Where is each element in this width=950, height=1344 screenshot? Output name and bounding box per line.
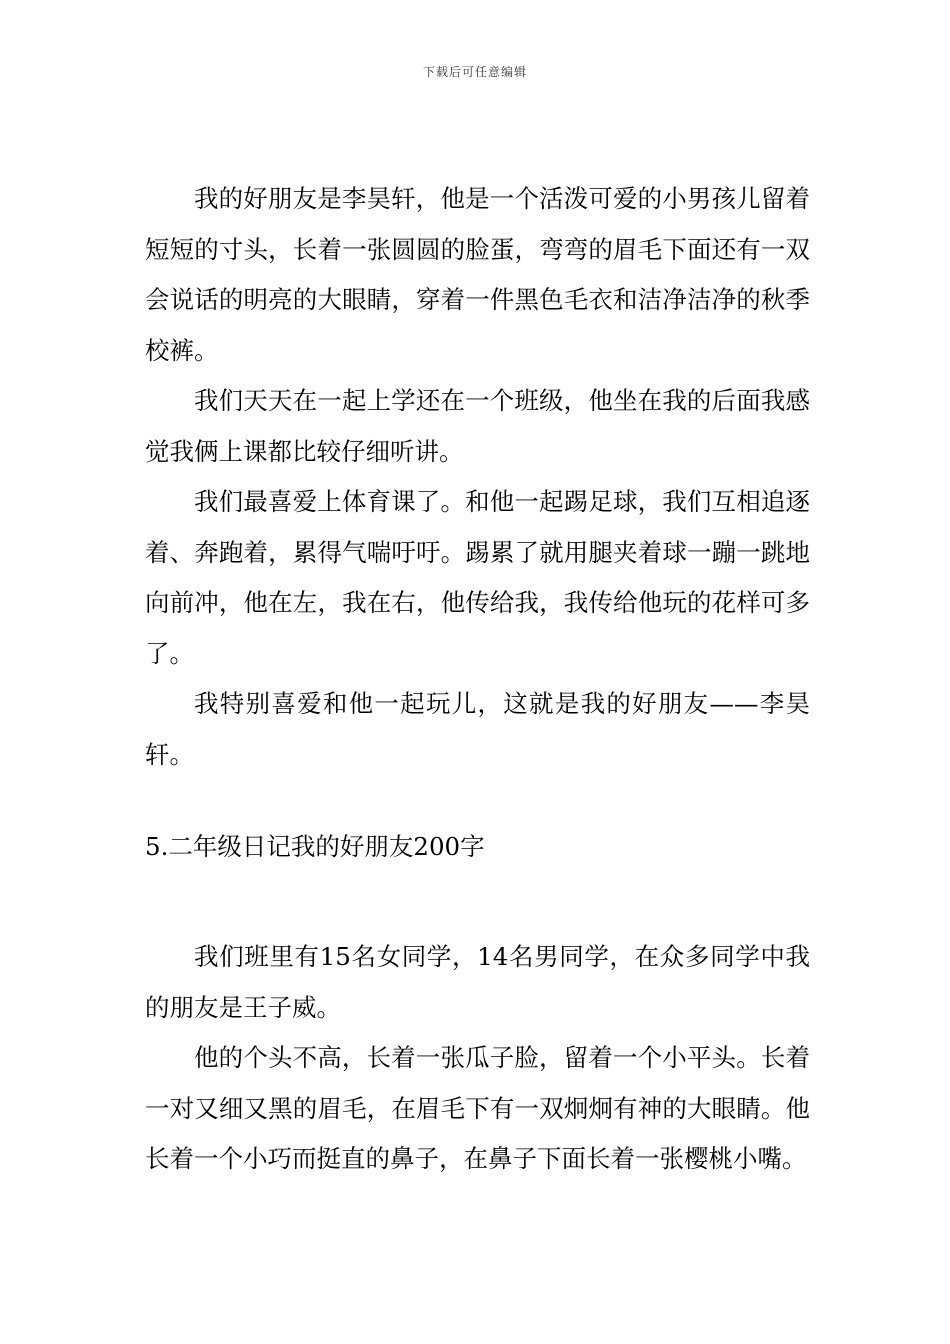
paragraph: 我们班里有15名女同学，14名男同学，在众多同学中我的朋友是王子威。	[145, 942, 810, 1022]
paragraph: 我的好朋友是李昊轩，他是一个活泼可爱的小男孩儿留着短短的寸头，长着一张圆圆的脸蛋，弯弯的眉毛下面还有一双会说话的明亮的大眼睛，穿着一件黑色毛衣和洁净洁净的秋季校裤。	[145, 184, 810, 365]
page-header: 下载后可任意编辑	[422, 65, 527, 79]
paragraph: 我们最喜爱上体育课了。和他一起踢足球，我们互相追逐着、奔跑着，累得气喘吁吁。踢累了就用腿夹着球一蹦一跳地向前冲，他在左，我在右，他传给我，我传给他玩的花样可多了。	[145, 487, 810, 668]
paragraph: 我特别喜爱和他一起玩儿，这就是我的好朋友——李昊轩。	[145, 689, 810, 769]
section-1-body	[145, 174, 810, 780]
paragraph: 我们天天在一起上学还在一个班级，他坐在我的后面我感觉我俩上课都比较仔细听讲。	[145, 386, 810, 466]
paragraph: 他的个头不高，长着一张瓜子脸，留着一个小平头。长着一对又细又黑的眉毛，在眉毛下有一双炯炯有神的大眼睛。他长着一个小巧而挺直的鼻子，在鼻子下面长着一张樱桃小嘴。	[145, 1043, 810, 1173]
section-2-heading: 5.二年级日记我的好朋友200字	[145, 832, 485, 861]
section-2-body	[145, 932, 810, 1185]
